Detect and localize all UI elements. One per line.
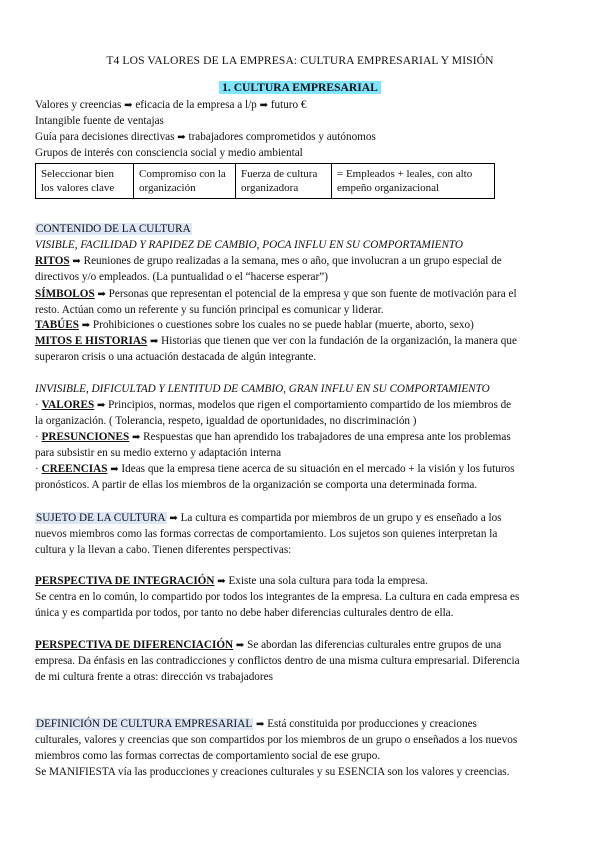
text-span: Prohibiciones o cuestiones sobre los cuales no se puede hablar (muerte, aborto, sexo) [90, 319, 474, 331]
table-cell: Fuerza de cultura organizadora [236, 164, 332, 199]
contenido-heading [35, 222, 562, 236]
term-mitos: MITOS E HISTORIAS [35, 335, 148, 347]
valores-line-1 [35, 398, 562, 413]
text-span: Se abordan las diferencias culturales entre grupos de una [244, 639, 502, 651]
arrow-icon: ➡ [177, 132, 186, 143]
visible-heading: VISIBLE, FACILIDAD Y RAPIDEZ DE CAMBIO, POCA INFLU EN SU COMPORTAMIENTO [35, 239, 464, 251]
table-cell: Seleccionar bien los valores clave [36, 164, 134, 199]
presunciones-line-1 [35, 430, 562, 445]
text-span: La cultura es compartida por miembros de un grupo y es enseñado a los [177, 512, 502, 524]
term-ritos: RITOS [35, 255, 70, 267]
arrow-icon: ➡ [131, 432, 141, 443]
creencias-line-1 [35, 462, 562, 477]
definicion-heading: DEFINICIÓN DE CULTURA EMPRESARIAL [36, 718, 253, 730]
term-integracion: PERSPECTIVA DE INTEGRACIÓN [35, 575, 215, 587]
arrow-icon: ➡ [81, 320, 91, 331]
term-simbolos: SÍMBOLOS [35, 288, 95, 300]
text-span: · [35, 431, 42, 443]
table-cell: Compromiso con la organización [134, 164, 236, 199]
invisible-heading: INVISIBLE, DIFICULTAD Y LENTITUD DE CAMBIO, GRAN INFLU EN SU COMPORTAMIENTO [35, 383, 490, 395]
text-span: Guía para decisiones directivas [35, 131, 178, 143]
sujeto-line-2: nuevos miembros como las formas correctas de comportamiento. Los sujetos son quienes interpretan la [35, 528, 498, 540]
text-span: Ideas que la empresa tiene acerca de su situación en el mercado + la visión y los futuros [118, 463, 515, 475]
text-span: Respuestas que han aprendido los trabajadores de una empresa ante los problemas [140, 431, 511, 443]
text-span: futuro € [267, 99, 307, 111]
valores-line-2: la organización. ( Tolerancia, respeto, igualdad de oportunidades, no discriminación ) [35, 415, 417, 427]
arrow-icon: ➡ [124, 100, 133, 111]
arrow-icon: ➡ [110, 464, 119, 475]
text-span: Historias que tienen que ver con la fundación de la organización, la manera que [158, 335, 517, 347]
document-title: T4 LOS VALORES DE LA EMPRESA: CULTURA EMPRESARIAL Y MISIÓN [106, 54, 494, 67]
heading-highlight: 1. CULTURA EMPRESARIAL [219, 81, 381, 94]
simbolos-line-1 [35, 287, 562, 302]
intro-line-4: Grupos de interés con consciencia social y medio ambiental [35, 147, 303, 159]
arrow-icon: ➡ [169, 513, 178, 524]
definicion-line-3: miembros como las formas correctas de comportamiento social de ese grupo. [35, 750, 381, 762]
definicion-line-4: Se MANIFIESTA vía las producciones y creaciones culturales y su ESENCIA son los valores y creencias. [35, 766, 510, 778]
text-span: · [35, 399, 42, 411]
text-span: eficacia de la empresa a l/p [132, 99, 260, 111]
text-span: trabajadores comprometidos y autónomos [185, 131, 376, 143]
text-span: Valores y creencias [35, 99, 125, 111]
ritos-line-1 [35, 254, 562, 269]
sujeto-heading: SUJETO DE LA CULTURA [36, 512, 166, 524]
sujeto-line-1 [35, 511, 562, 526]
mitos-line-1 [35, 334, 562, 349]
arrow-icon: ➡ [259, 100, 268, 111]
arrow-icon: ➡ [256, 719, 265, 730]
values-table [35, 163, 495, 199]
arrow-icon: ➡ [149, 336, 159, 347]
definicion-line-1 [35, 717, 562, 732]
integracion-line-3: única y es compartida por todos, por tanto no debe haber diferencias culturales dentro de ella. [35, 607, 454, 619]
simbolos-line-2: resto. Actúan como un referente y su función principal es comunicar y liderar. [35, 304, 384, 316]
arrow-icon: ➡ [97, 289, 106, 300]
intro-line-2: Intangible fuente de ventajas [35, 115, 164, 127]
integracion-line-2: Se centra en lo común, lo compartido por todos los integrantes de la empresa. La cultura en cada empresa es [35, 591, 520, 603]
section-heading-cultura-empresarial [0, 81, 600, 95]
definicion-line-2: culturales, valores y creencias que son compartidos por los miembros de un grupo o enseñados a los nuevos [35, 734, 518, 746]
arrow-icon: ➡ [72, 256, 81, 267]
sujeto-line-3: cultura y la llevan a cabo. Tienen diferentes perspectivas: [35, 544, 292, 556]
mitos-line-2: superaron crisis o una actuación destacada de algún integrante. [35, 351, 317, 363]
table-row [36, 164, 495, 199]
presunciones-line-2: para subsistir en su medio externo y adaptación interna [35, 447, 282, 459]
term-presunciones: PRESUNCIONES [41, 431, 130, 443]
term-diferenciacion: PERSPECTIVA DE DIFERENCIACIÓN [35, 639, 234, 651]
arrow-icon: ➡ [96, 400, 106, 411]
text-span: Existe una sola cultura para toda la empresa. [225, 575, 428, 587]
term-valores: VALORES [41, 399, 95, 411]
term-tabues: TABÚES [35, 319, 79, 331]
text-span: Principios, normas, modelos que rigen el comportamiento compartido de los miembros de [105, 399, 512, 411]
intro-line-1 [35, 98, 562, 113]
table-cell: = Empleados + leales, con alto empeño organizacional [332, 164, 495, 199]
ritos-line-2: directivos y/o empleados. (La puntualidad o el “hacerse esperar”) [35, 271, 328, 283]
intro-line-3 [35, 130, 562, 145]
creencias-line-2: pronósticos. A partir de ellas los miembros de la organización se comporta una determinada forma. [35, 479, 478, 491]
term-creencias: CREENCIAS [41, 463, 108, 475]
diferenciacion-line-3: de mi cultura frente a otras: dirección vs trabajadores [35, 671, 273, 683]
text-span: Personas que representan el potencial de la empresa y que son fuente de motivación para el [105, 288, 517, 300]
arrow-icon: ➡ [217, 576, 226, 587]
diferenciacion-line-2: empresa. Da énfasis en las contradicciones y conflictos dentro de una misma cultura empresarial. Diferencia [35, 655, 520, 667]
diferenciacion-line-1 [35, 638, 562, 653]
text-span: Reuniones de grupo realizadas a la semana, mes o año, que involucran a un grupo especial de [80, 255, 502, 267]
text-span: Está constituida por producciones y creaciones [264, 718, 477, 730]
integracion-line-1 [35, 574, 562, 589]
text-span: CONTENIDO DE LA CULTURA [36, 223, 191, 235]
tabues-line-1 [35, 318, 562, 333]
text-span: · [35, 463, 42, 475]
arrow-icon: ➡ [235, 640, 245, 651]
